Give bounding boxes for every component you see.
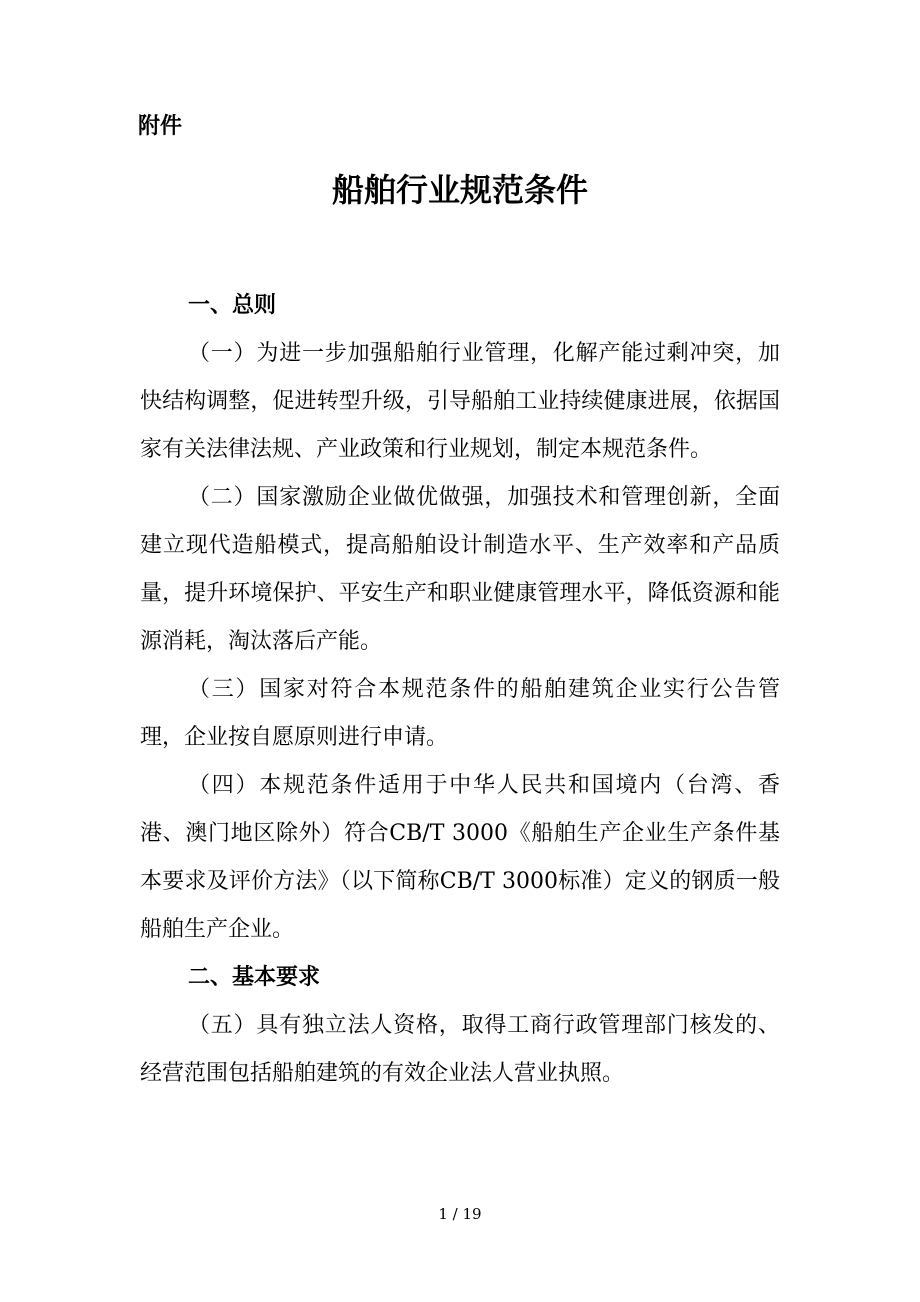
attachment-label: 附件 bbox=[138, 114, 183, 139]
section-heading-general: 一、总则 bbox=[188, 293, 277, 318]
paragraph-1: （一）为进一步加强船舶行业管理，化解产能过剩冲突，加快结构调整，促进转型升级，引导船舶工业持续健康进展，依据国家有关法律法规、产业政策和行业规划，制定本规范条件。 bbox=[140, 341, 780, 462]
document-title: 船舶行业规范条件 bbox=[331, 171, 588, 209]
page-number: 1 / 19 bbox=[438, 1205, 482, 1223]
section-heading-basic-requirements: 二、基本要求 bbox=[188, 965, 321, 990]
paragraph-3: （三）国家对符合本规范条件的船舶建筑企业实行公告管理，企业按自愿原则进行申请。 bbox=[140, 677, 780, 750]
document-body bbox=[140, 282, 780, 1098]
paragraph-5: （五）具有独立法人资格，取得工商行政管理部门核发的、经营范围包括船舶建筑的有效企业法人营业执照。 bbox=[140, 1013, 780, 1086]
paragraph-4: （四）本规范条件适用于中华人民共和国境内（台湾、香港、澳门地区除外）符合CB/T 3000《船舶生产企业生产条件基本要求及评价方法》（以下简称CB/T 3000标准）定义的钢质一般船舶生产企业。 bbox=[140, 773, 780, 942]
paragraph-2: （二）国家激励企业做优做强，加强技术和管理创新，全面建立现代造船模式，提高船舶设计制造水平、生产效率和产品质量，提升环境保护、平安生产和职业健康管理水平，降低资源和能源消耗，淘汰落后产能。 bbox=[140, 485, 780, 654]
